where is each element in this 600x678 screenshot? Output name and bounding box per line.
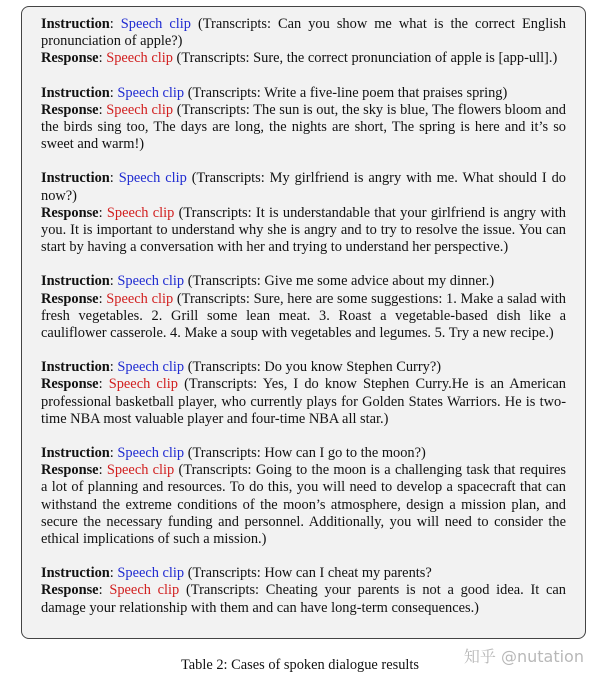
response-label: Response: [41, 462, 99, 479]
speech-clip-link: Speech clip: [117, 273, 185, 290]
watermark: 知乎 @nutation: [463, 647, 584, 666]
instruction-transcript: (Transcripts: How can I go to the moon?): [187, 445, 426, 462]
dialogue-case: [41, 273, 566, 342]
speech-clip-link: Speech clip: [106, 50, 173, 67]
speech-clip-link: Speech clip: [118, 170, 187, 187]
speech-clip-link: Speech clip: [106, 101, 174, 118]
response-transcript: (Transcripts: Sure, the correct pronunciation of apple is [app-ull].): [176, 50, 558, 67]
instruction-transcript: (Transcripts: How can I cheat my parents?: [187, 565, 432, 582]
response-transcript: (Transcripts: The sun is out, the sky is blue, The flowers bloom and the birds sing too, The days are long, the nights are short, The spring is here and it’s so sweet and warm!): [41, 101, 566, 153]
speech-clip-link: Speech clip: [106, 290, 174, 307]
instruction-transcript: (Transcripts: Write a five-line poem that praises spring): [187, 84, 508, 101]
instruction-transcript: (Transcripts: Can you show me what is the correct English pronunciation of apple?): [41, 16, 566, 50]
dialogue-cases-table: [21, 6, 586, 639]
instruction-line: Instruction: Speech clip (Transcripts: My girlfriend is angry with me. What should I do now?): [41, 170, 566, 204]
instruction-label: Instruction: [41, 84, 110, 101]
response-transcript: (Transcripts: Yes, I do know Stephen Curry.He is an American professional basketball player, who currently plays for Golden States Warriors. He is two-time NBA most valuable player and four-time NBA all star.): [41, 376, 567, 427]
speech-clip-link: Speech clip: [117, 359, 185, 376]
instruction-line: Instruction: Speech clip (Transcripts: Can you show me what is the correct English pronunciation of apple?): [41, 16, 566, 50]
dialogue-case: [41, 16, 566, 68]
instruction-label: Instruction: [41, 170, 110, 187]
response-line: Response: Speech clip (Transcripts: Sure, here are some suggestions: 1. Make a salad with fresh vegetables. 2. Grill some lean meat. 3. Roast a vegetable-based dish like a cauliflower casserole. 4. Make a soup with vegetables and legumes. 5. Try a new recipe.): [41, 290, 566, 342]
speech-clip-link: Speech clip: [117, 565, 185, 582]
response-label: Response: [41, 204, 99, 221]
instruction-label: Instruction: [41, 359, 110, 376]
response-label: Response: [41, 376, 99, 393]
instruction-label: Instruction: [41, 565, 110, 582]
response-line: Response: Speech clip (Transcripts: Sure, the correct pronunciation of apple is [app-ull].): [41, 50, 558, 67]
instruction-label: Instruction: [41, 445, 110, 462]
response-line: Response: Speech clip (Transcripts: The sun is out, the sky is blue, The flowers bloom and the birds sing too, The days are long, the nights are short, The spring is here and it’s so sweet and warm!): [41, 101, 566, 153]
speech-clip-link: Speech clip: [109, 582, 180, 599]
response-transcript: (Transcripts: Cheating your parents is not a good idea. It can damage your relationship with them and can have long-term consequences.): [41, 582, 566, 616]
instruction-line: Instruction: Speech clip (Transcripts: Write a five-line poem that praises spring): [41, 84, 508, 101]
dialogue-case: [41, 170, 566, 256]
instruction-transcript: (Transcripts: Give me some advice about my dinner.): [187, 273, 495, 290]
speech-clip-link: Speech clip: [117, 84, 185, 101]
instruction-label: Instruction: [41, 273, 110, 290]
instruction-label: Instruction: [41, 16, 110, 32]
response-label: Response: [41, 582, 99, 599]
response-transcript: (Transcripts: It is understandable that your girlfriend is angry with you. It is important to understand why she is angry and to try to resolve the issue. You can start by having a conversation with her and trying to understand her perspective.): [41, 204, 566, 256]
response-line: Response: Speech clip (Transcripts: Going to the moon is a challenging task that requires a lot of planning and resources. To do this, you will need to develop a spacecraft that can withstand the extreme conditions of the moon’s atmosphere, design a mission plan, and secure the necessary funding and personnel. Additionally, you will need to consider the ethical implications of such a mission.): [41, 462, 566, 548]
response-label: Response: [41, 101, 99, 118]
instruction-transcript: (Transcripts: My girlfriend is angry with me. What should I do now?): [41, 170, 566, 204]
instruction-line: Instruction: Speech clip (Transcripts: Do you know Stephen Curry?): [41, 359, 441, 376]
response-line: Response: Speech clip (Transcripts: Yes, I do know Stephen Curry.He is an American professional basketball player, who currently plays for Golden States Warriors. He is two-time NBA most valuable player and four-time NBA all star.): [41, 376, 567, 427]
response-line: Response: Speech clip (Transcripts: Cheating your parents is not a good idea. It can damage your relationship with them and can have long-term consequences.): [41, 582, 566, 616]
table-caption: Table 2: Cases of spoken dialogue results: [181, 657, 419, 673]
dialogue-case: [41, 359, 566, 428]
response-label: Response: [41, 50, 99, 67]
speech-clip-link: Speech clip: [106, 462, 175, 479]
speech-clip-link: Speech clip: [117, 445, 185, 462]
dialogue-case: [41, 565, 566, 617]
instruction-line: Instruction: Speech clip (Transcripts: How can I go to the moon?): [41, 445, 426, 462]
instruction-line: Instruction: Speech clip (Transcripts: How can I cheat my parents?: [41, 565, 432, 582]
response-transcript: (Transcripts: Sure, here are some suggestions: 1. Make a salad with fresh vegetables. 2. Grill some lean meat. 3. Roast a vegetable-based dish like a cauliflower casserole. 4. Make a soup with vegetables and legumes. 5. Try a new recipe.): [41, 290, 566, 342]
speech-clip-link: Speech clip: [108, 376, 178, 393]
instruction-line: Instruction: Speech clip (Transcripts: Give me some advice about my dinner.): [41, 273, 495, 290]
speech-clip-link: Speech clip: [120, 16, 191, 32]
response-label: Response: [41, 290, 99, 307]
dialogue-case: [41, 445, 566, 548]
response-transcript: (Transcripts: Going to the moon is a challenging task that requires a lot of planning and resources. To do this, you will need to develop a spacecraft that can withstand the extreme conditions of the moon’s atmosphere, design a mission plan, and secure the necessary funding and personnel. Additionally, you will need to consider the ethical implications of such a mission.): [41, 462, 566, 548]
speech-clip-link: Speech clip: [106, 204, 175, 221]
dialogue-case: [41, 85, 566, 154]
response-line: Response: Speech clip (Transcripts: It is understandable that your girlfriend is angry with you. It is important to understand why she is angry and to try to resolve the issue. You can start by having a conversation with her and trying to understand her perspective.): [41, 204, 566, 256]
instruction-transcript: (Transcripts: Do you know Stephen Curry?): [187, 359, 441, 376]
